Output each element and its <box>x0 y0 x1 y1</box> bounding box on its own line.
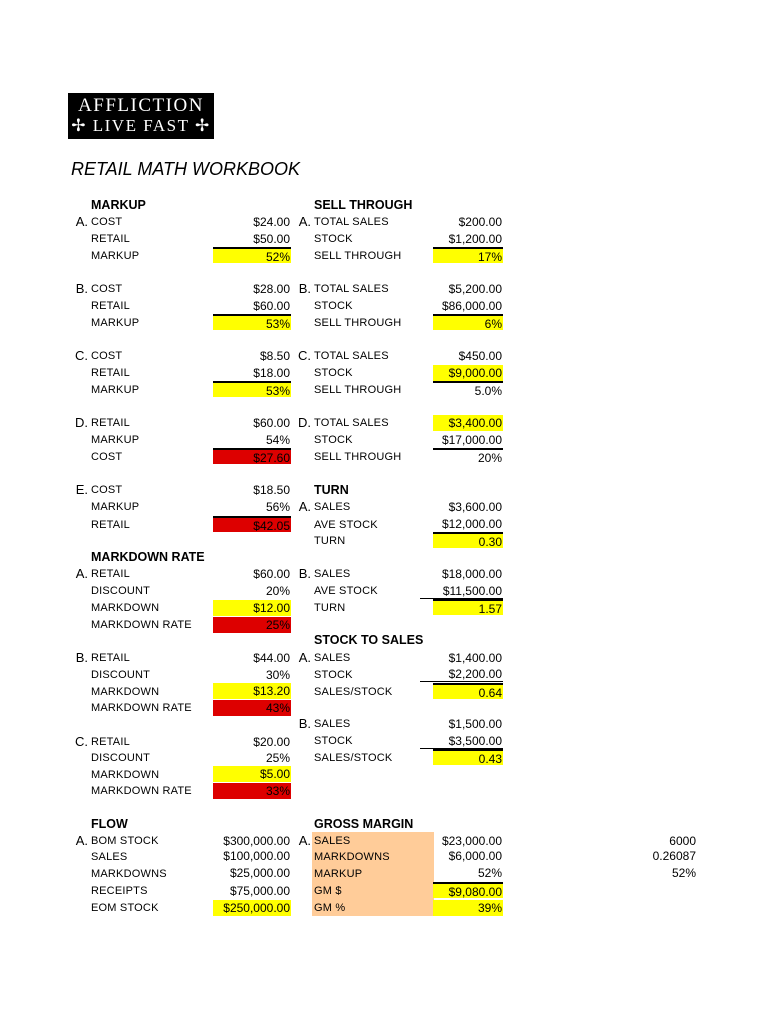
sellthrough-d-sales-label: TOTAL SALES <box>314 417 389 429</box>
markup-d-markup-label: MARKUP <box>91 434 140 446</box>
sellthrough-b-stock-label: STOCK <box>314 300 353 312</box>
sellthrough-d-sales-value: $3,400.00 <box>433 415 503 431</box>
affliction-logo <box>68 93 214 139</box>
markdown-a-markdown-value: $12.00 <box>213 600 291 616</box>
flow-eom-value: $250,000.00 <box>213 900 291 916</box>
markdown-a-discount-label: DISCOUNT <box>91 585 151 597</box>
stocksales-b-ratio-label: SALES/STOCK <box>314 752 393 764</box>
gross-gmp-value: 39% <box>433 900 503 916</box>
markup-c-retail-label: RETAIL <box>91 367 130 379</box>
markup-a-cost-label: COST <box>91 216 123 228</box>
markdown-c-letter: C. <box>75 734 88 749</box>
flow-eom-label: EOM STOCK <box>91 902 159 914</box>
markdown-c-discount-label: DISCOUNT <box>91 752 151 764</box>
sellthrough-d-stock-value: $17,000.00 <box>441 433 502 447</box>
markup-d-cost-value: $27.60 <box>213 448 291 464</box>
flow-heading: FLOW <box>91 817 128 831</box>
flow-bom-value: $300,000.00 <box>223 834 290 848</box>
turn-b-letter: B. <box>298 566 311 581</box>
markdown-c-retail-value: $20.00 <box>253 735 290 749</box>
turn-a-turn-label: TURN <box>314 535 346 547</box>
flow-receipts-label: RECEIPTS <box>91 885 148 897</box>
logo-line2: ✢ LIVE FAST ✢ <box>71 116 211 135</box>
sellthrough-c-sales-value: $450.00 <box>458 349 502 363</box>
markdown-b-discount-label: DISCOUNT <box>91 669 151 681</box>
gross-markup-value: 52% <box>477 866 502 880</box>
sellthrough-d-stock-label: STOCK <box>314 434 353 446</box>
markdown-b-discount-value: 30% <box>265 668 290 682</box>
sellthrough-a-sales-value: $200.00 <box>458 215 502 229</box>
stocksales-b-sales-value: $1,500.00 <box>448 717 502 731</box>
markdown-a-rate-value: 25% <box>213 617 291 633</box>
sellthrough-a-sales-label: TOTAL SALES <box>314 216 389 228</box>
side-value-3: 52% <box>671 866 696 880</box>
turn-b-sales-label: SALES <box>314 568 351 580</box>
markdown-c-discount-value: 25% <box>265 751 290 765</box>
markup-e-letter: E. <box>75 482 88 497</box>
flow-markdowns-label: MARKDOWNS <box>91 868 167 880</box>
markdown-a-markdown-label: MARKDOWN <box>91 602 160 614</box>
sellthrough-c-sales-label: TOTAL SALES <box>314 350 389 362</box>
markup-a-retail-value: $50.00 <box>253 232 290 246</box>
markup-a-retail-label: RETAIL <box>91 233 130 245</box>
markup-d-markup-value: 54% <box>265 433 290 447</box>
markup-d-letter: D. <box>75 415 88 430</box>
sellthrough-a-letter: A. <box>298 214 311 229</box>
markup-a-cost-value: $24.00 <box>253 215 290 229</box>
gross-sales-label: SALES <box>314 835 351 847</box>
markup-b-retail-value: $60.00 <box>253 299 290 313</box>
sellthrough-b-st-value: 6% <box>433 314 503 330</box>
turn-a-turn-value: 0.30 <box>433 532 503 548</box>
sellthrough-c-letter: C. <box>298 348 311 363</box>
markdown-a-rate-label: MARKDOWN RATE <box>91 619 192 631</box>
sellthrough-b-sales-value: $5,200.00 <box>448 282 502 296</box>
turn-b-avestock-value: $11,500.00 <box>420 583 503 599</box>
markdown-c-rate-label: MARKDOWN RATE <box>91 785 192 797</box>
markdown-b-markdown-value: $13.20 <box>213 683 291 699</box>
markup-c-letter: C. <box>75 348 88 363</box>
stocksales-a-letter: A. <box>298 650 311 665</box>
turn-a-letter: A. <box>298 499 311 514</box>
markdown-c-markdown-value: $5.00 <box>213 766 291 782</box>
markdown-a-letter: A. <box>75 566 88 581</box>
turn-a-sales-label: SALES <box>314 501 351 513</box>
sellthrough-c-st-value: 5.0% <box>433 381 503 397</box>
sellthrough-a-stock-label: STOCK <box>314 233 353 245</box>
logo-line1: AFFLICTION <box>78 95 204 116</box>
markup-c-cost-label: COST <box>91 350 123 362</box>
markup-c-retail-value: $18.00 <box>253 366 290 380</box>
turn-b-avestock-label: AVE STOCK <box>314 585 378 597</box>
markdown-b-markdown-label: MARKDOWN <box>91 686 160 698</box>
stocksales-a-ratio-value: 0.64 <box>433 683 503 699</box>
markup-b-cost-label: COST <box>91 283 123 295</box>
turn-b-turn-value: 1.57 <box>433 599 503 615</box>
markup-e-retail-label: RETAIL <box>91 519 130 531</box>
stocksales-a-stock-label: STOCK <box>314 669 353 681</box>
flow-sales-label: SALES <box>91 851 128 863</box>
markdown-c-retail-label: RETAIL <box>91 736 130 748</box>
stocksales-b-stock-label: STOCK <box>314 735 353 747</box>
sellthrough-c-stock-value: $9,000.00 <box>433 365 503 381</box>
markup-b-markup-label: MARKUP <box>91 317 140 329</box>
gross-markup-label: MARKUP <box>314 868 363 880</box>
sellthrough-d-st-label: SELL THROUGH <box>314 451 402 463</box>
gross-sales-value: $23,000.00 <box>441 834 502 848</box>
turn-a-sales-value: $3,600.00 <box>448 500 502 514</box>
markup-e-markup-value: 56% <box>265 500 290 514</box>
turn-a-avestock-value: $12,000.00 <box>441 517 502 531</box>
flow-receipts-value: $75,000.00 <box>229 884 290 898</box>
markup-b-retail-label: RETAIL <box>91 300 130 312</box>
markup-d-retail-label: RETAIL <box>91 417 130 429</box>
gross-gmd-value: $9,080.00 <box>433 882 503 898</box>
markup-e-cost-value: $18.50 <box>253 483 290 497</box>
sellthrough-d-letter: D. <box>298 415 311 430</box>
markdown-b-letter: B. <box>75 650 88 665</box>
markdown-b-rate-label: MARKDOWN RATE <box>91 702 192 714</box>
sellthrough-a-stock-value: $1,200.00 <box>448 232 502 246</box>
markup-c-markup-label: MARKUP <box>91 384 140 396</box>
gross-gmd-label: GM $ <box>314 885 342 897</box>
gross-markdowns-label: MARKDOWNS <box>314 851 390 863</box>
flow-sales-value: $100,000.00 <box>223 849 290 863</box>
markdown-a-retail-label: RETAIL <box>91 568 130 580</box>
stocksales-heading: STOCK TO SALES <box>314 633 424 647</box>
turn-b-turn-label: TURN <box>314 602 346 614</box>
sellthrough-b-stock-value: $86,000.00 <box>441 299 502 313</box>
markdown-a-discount-value: 20% <box>265 584 290 598</box>
side-value-1: 6000 <box>669 834 696 848</box>
markdown-b-retail-value: $44.00 <box>253 651 290 665</box>
markdown-b-retail-label: RETAIL <box>91 652 130 664</box>
markup-b-markup-value: 53% <box>213 314 291 330</box>
stocksales-a-sales-value: $1,400.00 <box>448 651 502 665</box>
markup-c-cost-value: $8.50 <box>259 349 290 363</box>
markup-e-cost-label: COST <box>91 484 123 496</box>
sellthrough-b-st-label: SELL THROUGH <box>314 317 402 329</box>
sellthrough-d-st-value: 20% <box>433 448 503 464</box>
turn-b-sales-value: $18,000.00 <box>441 567 502 581</box>
stocksales-b-letter: B. <box>298 716 311 731</box>
markup-d-retail-value: $60.00 <box>253 416 290 430</box>
markup-e-retail-value: $42.05 <box>213 516 291 532</box>
flow-markdowns-value: $25,000.00 <box>229 866 290 880</box>
gross-heading: GROSS MARGIN <box>314 817 414 831</box>
markup-d-cost-label: COST <box>91 451 123 463</box>
turn-a-avestock-label: AVE STOCK <box>314 519 378 531</box>
stocksales-b-sales-label: SALES <box>314 718 351 730</box>
markdown-a-retail-value: $60.00 <box>253 567 290 581</box>
sellthrough-c-stock-label: STOCK <box>314 367 353 379</box>
sellthrough-c-st-label: SELL THROUGH <box>314 384 402 396</box>
sellthrough-a-st-value: 17% <box>433 247 503 263</box>
markup-c-markup-value: 53% <box>213 381 291 397</box>
sellthrough-b-letter: B. <box>298 281 311 296</box>
markup-a-markup-value: 52% <box>213 247 291 263</box>
markup-b-letter: B. <box>75 281 88 296</box>
stocksales-a-ratio-label: SALES/STOCK <box>314 686 393 698</box>
markdown-heading: MARKDOWN RATE <box>91 550 205 564</box>
markdown-c-markdown-label: MARKDOWN <box>91 769 160 781</box>
gross-markdowns-value: $6,000.00 <box>448 849 502 863</box>
markup-a-markup-label: MARKUP <box>91 250 140 262</box>
turn-heading: TURN <box>314 483 349 497</box>
gross-gmp-label: GM % <box>314 902 346 914</box>
markup-b-cost-value: $28.00 <box>253 282 290 296</box>
stocksales-a-sales-label: SALES <box>314 652 351 664</box>
flow-letter: A. <box>75 833 88 848</box>
sellthrough-b-sales-label: TOTAL SALES <box>314 283 389 295</box>
markdown-b-rate-value: 43% <box>213 700 291 716</box>
markup-e-markup-label: MARKUP <box>91 501 140 513</box>
flow-bom-label: BOM STOCK <box>91 835 159 847</box>
sellthrough-a-st-label: SELL THROUGH <box>314 250 402 262</box>
stocksales-a-stock-value: $2,200.00 <box>420 666 503 682</box>
markdown-c-rate-value: 33% <box>213 783 291 799</box>
markup-heading: MARKUP <box>91 198 146 212</box>
stocksales-b-stock-value: $3,500.00 <box>420 733 503 749</box>
side-value-2: 0.26087 <box>652 849 696 863</box>
page-title: RETAIL MATH WORKBOOK <box>71 159 301 179</box>
stocksales-b-ratio-value: 0.43 <box>433 749 503 765</box>
gross-letter: A. <box>298 833 311 848</box>
markup-a-letter: A. <box>75 214 88 229</box>
sellthrough-heading: SELL THROUGH <box>314 198 413 212</box>
